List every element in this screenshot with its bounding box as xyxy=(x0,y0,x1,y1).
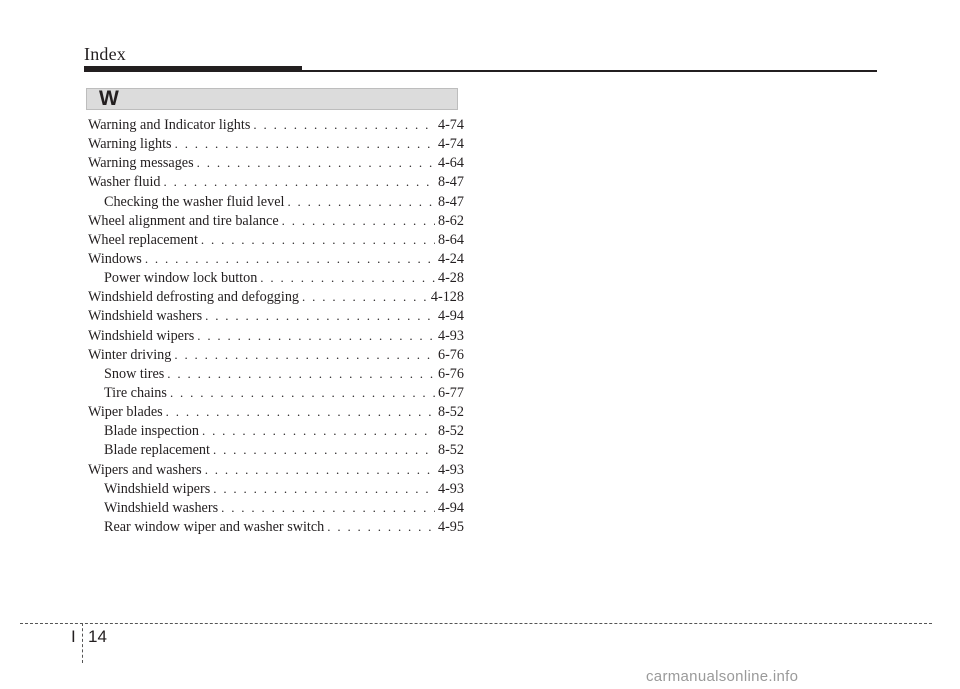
dot-leader xyxy=(164,174,435,190)
entry-page: 6-76 xyxy=(437,365,464,382)
dot-leader xyxy=(287,194,435,210)
dot-leader xyxy=(282,213,435,229)
entry-page: 4-28 xyxy=(437,270,464,287)
index-list xyxy=(88,117,464,538)
entry-term: Blade inspection xyxy=(104,423,199,440)
index-subentry xyxy=(88,423,464,442)
index-entry xyxy=(88,289,464,308)
entry-term: Wiper blades xyxy=(88,404,163,421)
index-subentry xyxy=(88,194,464,213)
entry-term: Wheel alignment and tire balance xyxy=(88,212,279,229)
dot-leader xyxy=(197,155,435,171)
index-entry xyxy=(88,347,464,366)
footer-section-label: I xyxy=(71,627,76,646)
dot-leader xyxy=(205,462,435,478)
dot-leader xyxy=(170,385,435,401)
entry-term: Windshield wipers xyxy=(88,327,195,344)
entry-term: Winter driving xyxy=(88,346,172,363)
section-letter: W xyxy=(99,87,119,110)
index-entry xyxy=(88,404,464,423)
dot-leader xyxy=(213,442,435,458)
index-entry xyxy=(88,155,464,174)
entry-term: Blade replacement xyxy=(104,442,210,459)
entry-page: 4-93 xyxy=(437,461,464,478)
dot-leader xyxy=(175,136,435,152)
entry-term: Wipers and washers xyxy=(88,461,202,478)
index-subentry xyxy=(88,519,464,538)
dot-leader xyxy=(174,347,435,363)
entry-page: 8-62 xyxy=(437,212,464,229)
entry-page: 4-94 xyxy=(437,308,464,325)
entry-term: Windshield washers xyxy=(104,499,219,516)
dot-leader xyxy=(166,404,435,420)
index-entry xyxy=(88,232,464,251)
index-entry xyxy=(88,136,464,155)
entry-term: Warning messages xyxy=(88,155,194,172)
entry-term: Warning and Indicator lights xyxy=(88,117,251,133)
entry-page: 4-24 xyxy=(437,250,464,267)
index-entry xyxy=(88,117,464,136)
dot-leader xyxy=(213,481,435,497)
entry-page: 8-52 xyxy=(437,423,464,440)
index-entry xyxy=(88,174,464,193)
entry-page: 4-95 xyxy=(437,518,464,535)
entry-term: Checking the washer fluid level xyxy=(104,193,285,210)
dot-leader xyxy=(260,270,435,286)
footer-vertical-divider xyxy=(82,623,83,663)
index-subentry xyxy=(88,270,464,289)
index-subentry xyxy=(88,366,464,385)
index-subentry xyxy=(88,500,464,519)
index-entry xyxy=(88,462,464,481)
entry-page: 4-74 xyxy=(437,136,464,153)
entry-term: Warning lights xyxy=(88,136,172,153)
index-entry xyxy=(88,213,464,232)
entry-page: 8-52 xyxy=(437,442,464,459)
dot-leader xyxy=(327,519,435,535)
page-number: 14 xyxy=(88,627,107,646)
entry-page: 4-94 xyxy=(437,499,464,516)
entry-page: 8-47 xyxy=(437,193,464,210)
entry-term: Windshield defrosting and defogging xyxy=(88,289,300,306)
entry-page: 8-64 xyxy=(437,231,464,248)
entry-page: 4-93 xyxy=(437,480,464,497)
index-entry xyxy=(88,308,464,327)
dot-leader xyxy=(202,423,435,439)
entry-term: Washer fluid xyxy=(88,174,161,191)
index-subentry xyxy=(88,481,464,500)
entry-term: Windshield washers xyxy=(88,308,203,325)
index-subentry xyxy=(88,442,464,461)
index-entry xyxy=(88,328,464,347)
section-letter-band xyxy=(86,88,458,110)
dot-leader xyxy=(167,366,435,382)
dot-leader xyxy=(253,117,435,133)
dot-leader xyxy=(221,500,435,516)
entry-page: 4-93 xyxy=(437,327,464,344)
header-rule-thin xyxy=(84,70,877,72)
entry-page: 4-74 xyxy=(437,117,464,133)
entry-term: Rear window wiper and washer switch xyxy=(104,518,325,535)
dot-leader xyxy=(205,308,435,324)
dot-leader xyxy=(145,251,435,267)
entry-page: 4-128 xyxy=(430,289,464,306)
dot-leader xyxy=(201,232,435,248)
entry-term: Windows xyxy=(88,250,142,267)
entry-page: 4-64 xyxy=(437,155,464,172)
entry-page: 8-52 xyxy=(437,404,464,421)
entry-term: Power window lock button xyxy=(104,270,258,287)
index-subentry xyxy=(88,385,464,404)
entry-term: Wheel replacement xyxy=(88,231,198,248)
entry-term: Windshield wipers xyxy=(104,480,211,497)
page-title: Index xyxy=(84,44,126,64)
dot-leader xyxy=(197,328,435,344)
index-entry xyxy=(88,251,464,270)
entry-term: Snow tires xyxy=(104,365,165,382)
entry-term: Tire chains xyxy=(104,384,167,401)
entry-page: 6-76 xyxy=(437,346,464,363)
entry-page: 6-77 xyxy=(437,384,464,401)
footer-divider xyxy=(20,623,932,624)
entry-page: 8-47 xyxy=(437,174,464,191)
watermark: carmanualsonline.info xyxy=(646,668,799,685)
dot-leader xyxy=(302,289,428,305)
